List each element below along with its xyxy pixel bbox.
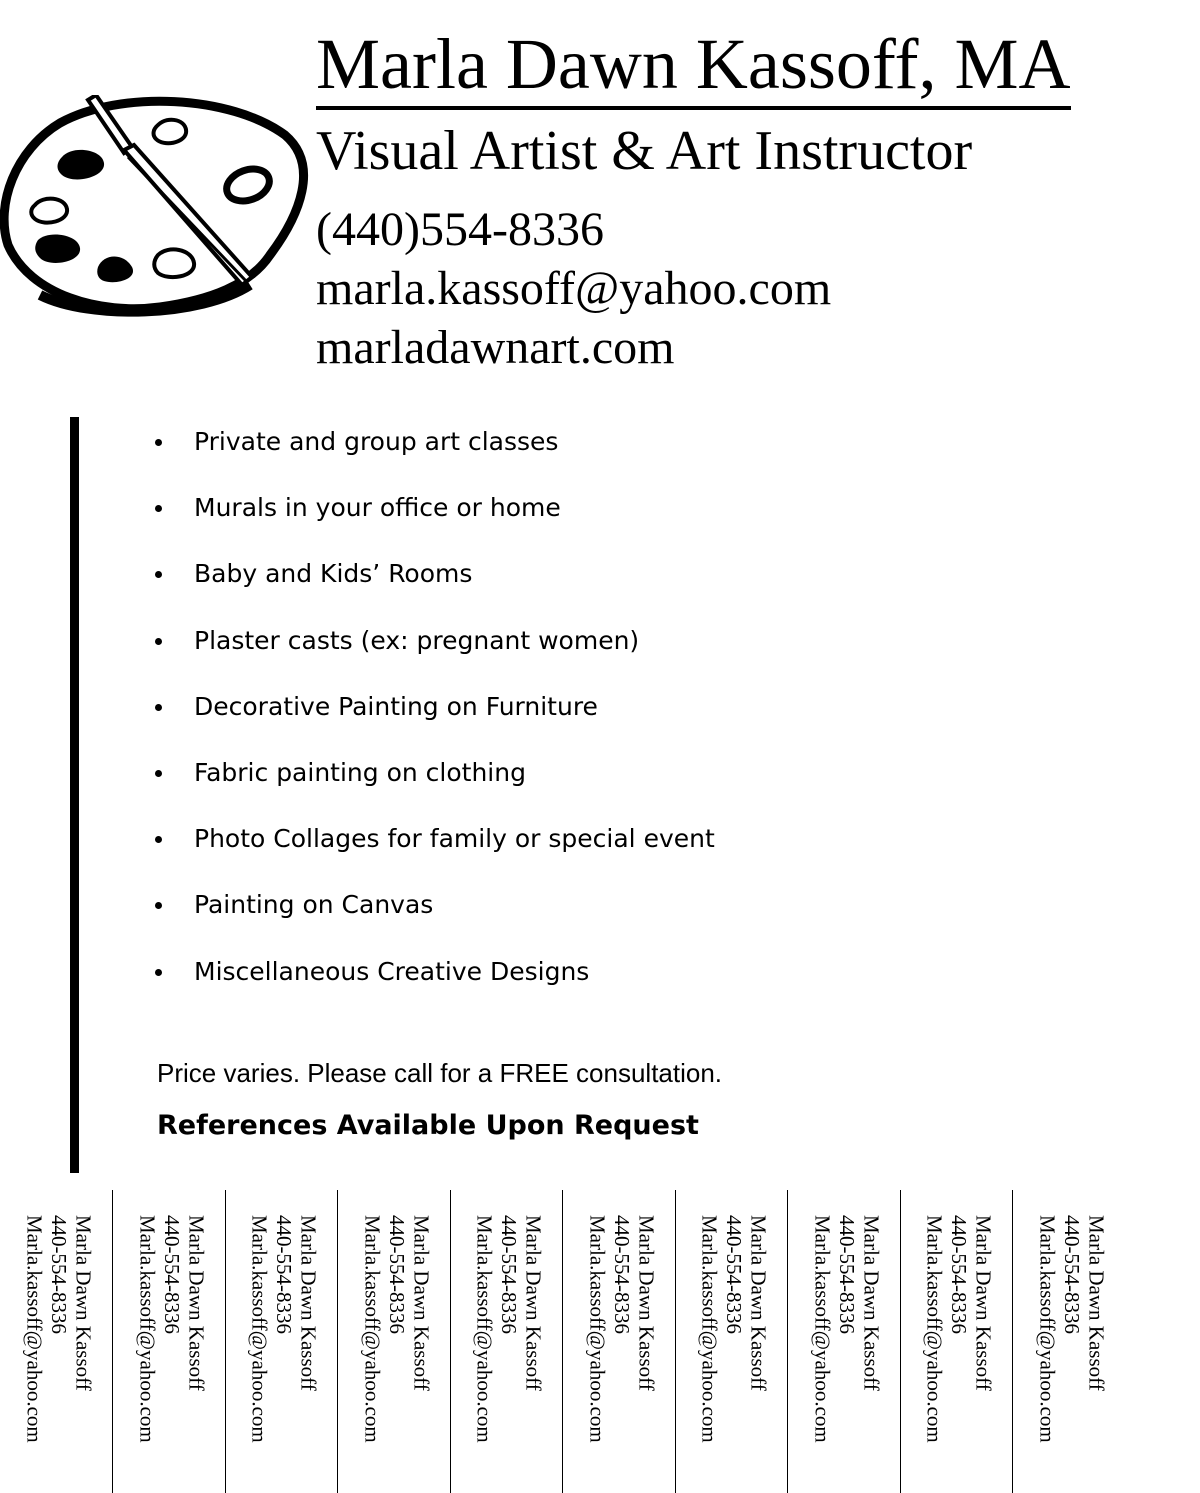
list-item: Fabric painting on clothing	[155, 751, 715, 817]
artist-subtitle: Visual Artist & Art Instructor	[316, 120, 973, 182]
tab-email: Marla.kassoff@yahoo.com	[585, 1215, 610, 1443]
tear-tab[interactable]	[697, 1215, 787, 1455]
tab-divider	[337, 1190, 338, 1493]
references-note: References Available Upon Request	[157, 1110, 699, 1141]
tear-tab[interactable]	[810, 1215, 900, 1455]
services-list	[155, 420, 715, 1016]
list-item: Photo Collages for family or special event	[155, 817, 715, 883]
tab-email: Marla.kassoff@yahoo.com	[22, 1215, 47, 1443]
tab-phone: 440-554-8336	[385, 1215, 409, 1334]
contact-block	[316, 200, 1071, 377]
tear-tab[interactable]	[585, 1215, 675, 1455]
tab-phone: 440-554-8336	[722, 1215, 746, 1334]
tab-email: Marla.kassoff@yahoo.com	[247, 1215, 272, 1443]
tab-divider	[900, 1190, 901, 1493]
bullet-icon	[155, 969, 162, 976]
bullet-icon	[155, 902, 162, 909]
tab-phone: 440-554-8336	[1060, 1215, 1084, 1334]
list-item: Plaster casts (ex: pregnant women)	[155, 619, 715, 685]
tab-divider	[562, 1190, 563, 1493]
tab-email: Marla.kassoff@yahoo.com	[472, 1215, 497, 1443]
tab-divider	[787, 1190, 788, 1493]
tab-name: Marla Dawn Kassoff	[634, 1215, 659, 1391]
tab-email: Marla.kassoff@yahoo.com	[810, 1215, 835, 1443]
tab-name: Marla Dawn Kassoff	[859, 1215, 884, 1391]
bullet-icon	[155, 704, 162, 711]
bullet-icon	[155, 439, 162, 446]
tab-name: Marla Dawn Kassoff	[971, 1215, 996, 1391]
tab-email: Marla.kassoff@yahoo.com	[360, 1215, 385, 1443]
tab-divider	[675, 1190, 676, 1493]
tab-phone: 440-554-8336	[272, 1215, 296, 1334]
tab-name: Marla Dawn Kassoff	[746, 1215, 771, 1391]
artist-name: Marla Dawn Kassoff, MA	[316, 22, 1071, 110]
list-item: Baby and Kids’ Rooms	[155, 552, 715, 618]
tab-divider	[112, 1190, 113, 1493]
bullet-icon	[155, 638, 162, 645]
tear-off-tabs	[0, 1190, 1200, 1493]
paint-palette-icon	[0, 95, 310, 325]
tab-divider	[1012, 1190, 1013, 1493]
tab-name: Marla Dawn Kassoff	[1084, 1215, 1109, 1391]
tear-tab[interactable]	[922, 1215, 1012, 1455]
list-item: Decorative Painting on Furniture	[155, 685, 715, 751]
tab-phone: 440-554-8336	[497, 1215, 521, 1334]
tab-divider	[225, 1190, 226, 1493]
tab-name: Marla Dawn Kassoff	[409, 1215, 434, 1391]
tear-tab[interactable]	[247, 1215, 337, 1455]
tear-tab[interactable]	[472, 1215, 562, 1455]
tear-tab[interactable]	[1035, 1215, 1125, 1455]
tab-name: Marla Dawn Kassoff	[71, 1215, 96, 1391]
tab-name: Marla Dawn Kassoff	[296, 1215, 321, 1391]
tab-name: Marla Dawn Kassoff	[521, 1215, 546, 1391]
phone-number: (440)554-8336	[316, 203, 604, 256]
tear-tab[interactable]	[135, 1215, 225, 1455]
tab-name: Marla Dawn Kassoff	[184, 1215, 209, 1391]
tab-phone: 440-554-8336	[835, 1215, 859, 1334]
tab-email: Marla.kassoff@yahoo.com	[697, 1215, 722, 1443]
website-url: marladawnart.com	[316, 321, 675, 374]
tab-email: Marla.kassoff@yahoo.com	[1035, 1215, 1060, 1443]
list-item: Murals in your office or home	[155, 486, 715, 552]
tab-phone: 440-554-8336	[947, 1215, 971, 1334]
tab-phone: 440-554-8336	[47, 1215, 71, 1334]
list-item: Miscellaneous Creative Designs	[155, 950, 715, 1016]
bullet-icon	[155, 505, 162, 512]
tab-email: Marla.kassoff@yahoo.com	[135, 1215, 160, 1443]
vertical-divider-bar	[70, 417, 79, 1173]
bullet-icon	[155, 836, 162, 843]
list-item: Painting on Canvas	[155, 883, 715, 949]
tab-phone: 440-554-8336	[160, 1215, 184, 1334]
tab-phone: 440-554-8336	[610, 1215, 634, 1334]
tab-email: Marla.kassoff@yahoo.com	[922, 1215, 947, 1443]
tear-tab[interactable]	[22, 1215, 112, 1455]
price-note: Price varies. Please call for a FREE consultation.	[157, 1058, 723, 1088]
header	[316, 22, 1071, 377]
email-address: marla.kassoff@yahoo.com	[316, 262, 832, 315]
list-item: Private and group art classes	[155, 420, 715, 486]
bullet-icon	[155, 571, 162, 578]
tear-tab[interactable]	[360, 1215, 450, 1455]
tab-divider	[450, 1190, 451, 1493]
bullet-icon	[155, 770, 162, 777]
